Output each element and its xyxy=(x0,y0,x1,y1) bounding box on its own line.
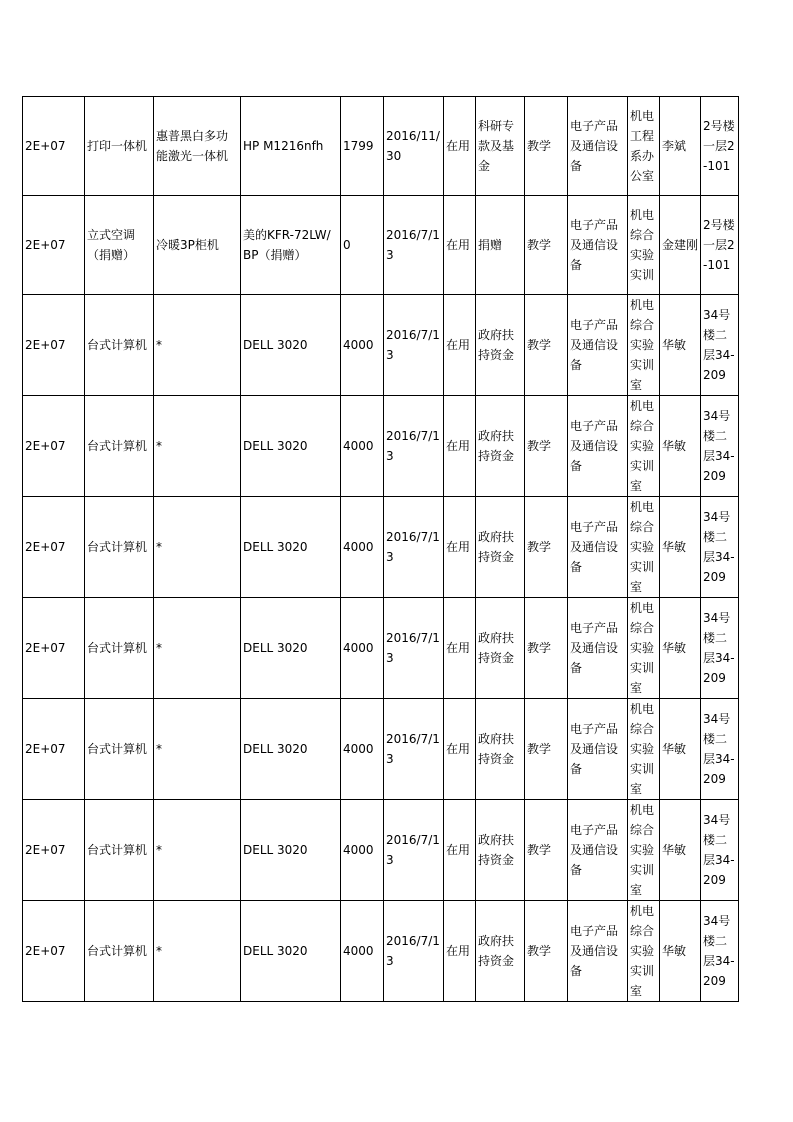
asset-code-cell: 2E+07 xyxy=(23,97,85,196)
acquire-date-cell: 2016/11/30 xyxy=(384,97,444,196)
asset-spec-cell: * xyxy=(154,598,241,699)
location-cell: 34号楼二层34-209 xyxy=(701,800,739,901)
asset-model-cell: DELL 3020 xyxy=(241,699,341,800)
usage-status-cell: 在用 xyxy=(444,196,476,295)
custodian-cell: 金建刚 xyxy=(660,196,701,295)
location-cell: 34号楼二层34-209 xyxy=(701,901,739,1002)
asset-code-cell: 2E+07 xyxy=(23,497,85,598)
usage-purpose-cell: 教学 xyxy=(525,699,568,800)
usage-status-cell: 在用 xyxy=(444,497,476,598)
funding-source-cell: 政府扶持资金 xyxy=(476,598,525,699)
asset-table-body xyxy=(23,97,739,1002)
custodian-cell: 华敏 xyxy=(660,396,701,497)
asset-price-cell: 4000 xyxy=(341,598,384,699)
acquire-date-cell: 2016/7/13 xyxy=(384,396,444,497)
usage-status-cell: 在用 xyxy=(444,699,476,800)
asset-model-cell: DELL 3020 xyxy=(241,396,341,497)
asset-category-cell: 电子产品及通信设备 xyxy=(568,295,628,396)
asset-table xyxy=(22,96,739,1002)
table-row xyxy=(23,97,739,196)
asset-spec-cell: * xyxy=(154,396,241,497)
asset-model-cell: 美的KFR-72LW/BP（捐赠） xyxy=(241,196,341,295)
asset-category-cell: 电子产品及通信设备 xyxy=(568,497,628,598)
acquire-date-cell: 2016/7/13 xyxy=(384,497,444,598)
asset-price-cell: 1799 xyxy=(341,97,384,196)
location-cell: 2号楼一层2-101 xyxy=(701,97,739,196)
custodian-cell: 华敏 xyxy=(660,901,701,1002)
acquire-date-cell: 2016/7/13 xyxy=(384,699,444,800)
asset-code-cell: 2E+07 xyxy=(23,699,85,800)
asset-category-cell: 电子产品及通信设备 xyxy=(568,396,628,497)
asset-spec-cell: * xyxy=(154,699,241,800)
department-cell: 机电综合实验实训室 xyxy=(628,295,660,396)
acquire-date-cell: 2016/7/13 xyxy=(384,800,444,901)
custodian-cell: 华敏 xyxy=(660,295,701,396)
funding-source-cell: 政府扶持资金 xyxy=(476,396,525,497)
table-row xyxy=(23,699,739,800)
funding-source-cell: 政府扶持资金 xyxy=(476,497,525,598)
funding-source-cell: 政府扶持资金 xyxy=(476,901,525,1002)
location-cell: 34号楼二层34-209 xyxy=(701,598,739,699)
table-row xyxy=(23,901,739,1002)
asset-code-cell: 2E+07 xyxy=(23,901,85,1002)
asset-model-cell: HP M1216nfh xyxy=(241,97,341,196)
asset-name-cell: 台式计算机 xyxy=(85,598,154,699)
department-cell: 机电综合实验实训室 xyxy=(628,598,660,699)
usage-purpose-cell: 教学 xyxy=(525,97,568,196)
acquire-date-cell: 2016/7/13 xyxy=(384,598,444,699)
department-cell: 机电综合实验实训室 xyxy=(628,901,660,1002)
usage-purpose-cell: 教学 xyxy=(525,598,568,699)
asset-price-cell: 4000 xyxy=(341,901,384,1002)
location-cell: 34号楼二层34-209 xyxy=(701,699,739,800)
table-row xyxy=(23,800,739,901)
acquire-date-cell: 2016/7/13 xyxy=(384,295,444,396)
asset-spec-cell: * xyxy=(154,901,241,1002)
asset-code-cell: 2E+07 xyxy=(23,196,85,295)
usage-status-cell: 在用 xyxy=(444,800,476,901)
department-cell: 机电综合实验实训 xyxy=(628,196,660,295)
asset-category-cell: 电子产品及通信设备 xyxy=(568,196,628,295)
asset-name-cell: 台式计算机 xyxy=(85,800,154,901)
usage-status-cell: 在用 xyxy=(444,97,476,196)
asset-name-cell: 台式计算机 xyxy=(85,497,154,598)
asset-model-cell: DELL 3020 xyxy=(241,497,341,598)
table-row xyxy=(23,295,739,396)
location-cell: 34号楼二层34-209 xyxy=(701,497,739,598)
asset-code-cell: 2E+07 xyxy=(23,598,85,699)
funding-source-cell: 政府扶持资金 xyxy=(476,295,525,396)
table-row xyxy=(23,396,739,497)
asset-price-cell: 4000 xyxy=(341,396,384,497)
asset-code-cell: 2E+07 xyxy=(23,295,85,396)
asset-name-cell: 台式计算机 xyxy=(85,295,154,396)
asset-category-cell: 电子产品及通信设备 xyxy=(568,97,628,196)
custodian-cell: 李斌 xyxy=(660,97,701,196)
table-row xyxy=(23,598,739,699)
asset-price-cell: 4000 xyxy=(341,800,384,901)
department-cell: 机电综合实验实训室 xyxy=(628,497,660,598)
usage-purpose-cell: 教学 xyxy=(525,396,568,497)
asset-price-cell: 4000 xyxy=(341,699,384,800)
custodian-cell: 华敏 xyxy=(660,598,701,699)
asset-spec-cell: 冷暖3P柜机 xyxy=(154,196,241,295)
asset-name-cell: 立式空调（捐赠） xyxy=(85,196,154,295)
usage-purpose-cell: 教学 xyxy=(525,497,568,598)
usage-status-cell: 在用 xyxy=(444,295,476,396)
asset-category-cell: 电子产品及通信设备 xyxy=(568,598,628,699)
asset-category-cell: 电子产品及通信设备 xyxy=(568,800,628,901)
acquire-date-cell: 2016/7/13 xyxy=(384,196,444,295)
asset-model-cell: DELL 3020 xyxy=(241,598,341,699)
asset-price-cell: 4000 xyxy=(341,295,384,396)
location-cell: 2号楼一层2-101 xyxy=(701,196,739,295)
asset-name-cell: 台式计算机 xyxy=(85,699,154,800)
asset-code-cell: 2E+07 xyxy=(23,396,85,497)
asset-model-cell: DELL 3020 xyxy=(241,295,341,396)
table-row xyxy=(23,196,739,295)
asset-model-cell: DELL 3020 xyxy=(241,901,341,1002)
custodian-cell: 华敏 xyxy=(660,800,701,901)
asset-name-cell: 台式计算机 xyxy=(85,396,154,497)
funding-source-cell: 政府扶持资金 xyxy=(476,800,525,901)
asset-spec-cell: 惠普黑白多功能激光一体机 xyxy=(154,97,241,196)
custodian-cell: 华敏 xyxy=(660,497,701,598)
department-cell: 机电工程系办公室 xyxy=(628,97,660,196)
funding-source-cell: 科研专款及基金 xyxy=(476,97,525,196)
usage-purpose-cell: 教学 xyxy=(525,800,568,901)
asset-price-cell: 0 xyxy=(341,196,384,295)
funding-source-cell: 捐赠 xyxy=(476,196,525,295)
asset-spec-cell: * xyxy=(154,497,241,598)
asset-code-cell: 2E+07 xyxy=(23,800,85,901)
asset-price-cell: 4000 xyxy=(341,497,384,598)
usage-purpose-cell: 教学 xyxy=(525,901,568,1002)
location-cell: 34号楼二层34-209 xyxy=(701,295,739,396)
asset-spec-cell: * xyxy=(154,295,241,396)
asset-name-cell: 打印一体机 xyxy=(85,97,154,196)
usage-purpose-cell: 教学 xyxy=(525,295,568,396)
asset-spec-cell: * xyxy=(154,800,241,901)
asset-model-cell: DELL 3020 xyxy=(241,800,341,901)
table-row xyxy=(23,497,739,598)
usage-status-cell: 在用 xyxy=(444,396,476,497)
custodian-cell: 华敏 xyxy=(660,699,701,800)
department-cell: 机电综合实验实训室 xyxy=(628,699,660,800)
asset-category-cell: 电子产品及通信设备 xyxy=(568,699,628,800)
usage-status-cell: 在用 xyxy=(444,598,476,699)
department-cell: 机电综合实验实训室 xyxy=(628,800,660,901)
asset-name-cell: 台式计算机 xyxy=(85,901,154,1002)
usage-status-cell: 在用 xyxy=(444,901,476,1002)
usage-purpose-cell: 教学 xyxy=(525,196,568,295)
asset-category-cell: 电子产品及通信设备 xyxy=(568,901,628,1002)
acquire-date-cell: 2016/7/13 xyxy=(384,901,444,1002)
location-cell: 34号楼二层34-209 xyxy=(701,396,739,497)
department-cell: 机电综合实验实训室 xyxy=(628,396,660,497)
funding-source-cell: 政府扶持资金 xyxy=(476,699,525,800)
